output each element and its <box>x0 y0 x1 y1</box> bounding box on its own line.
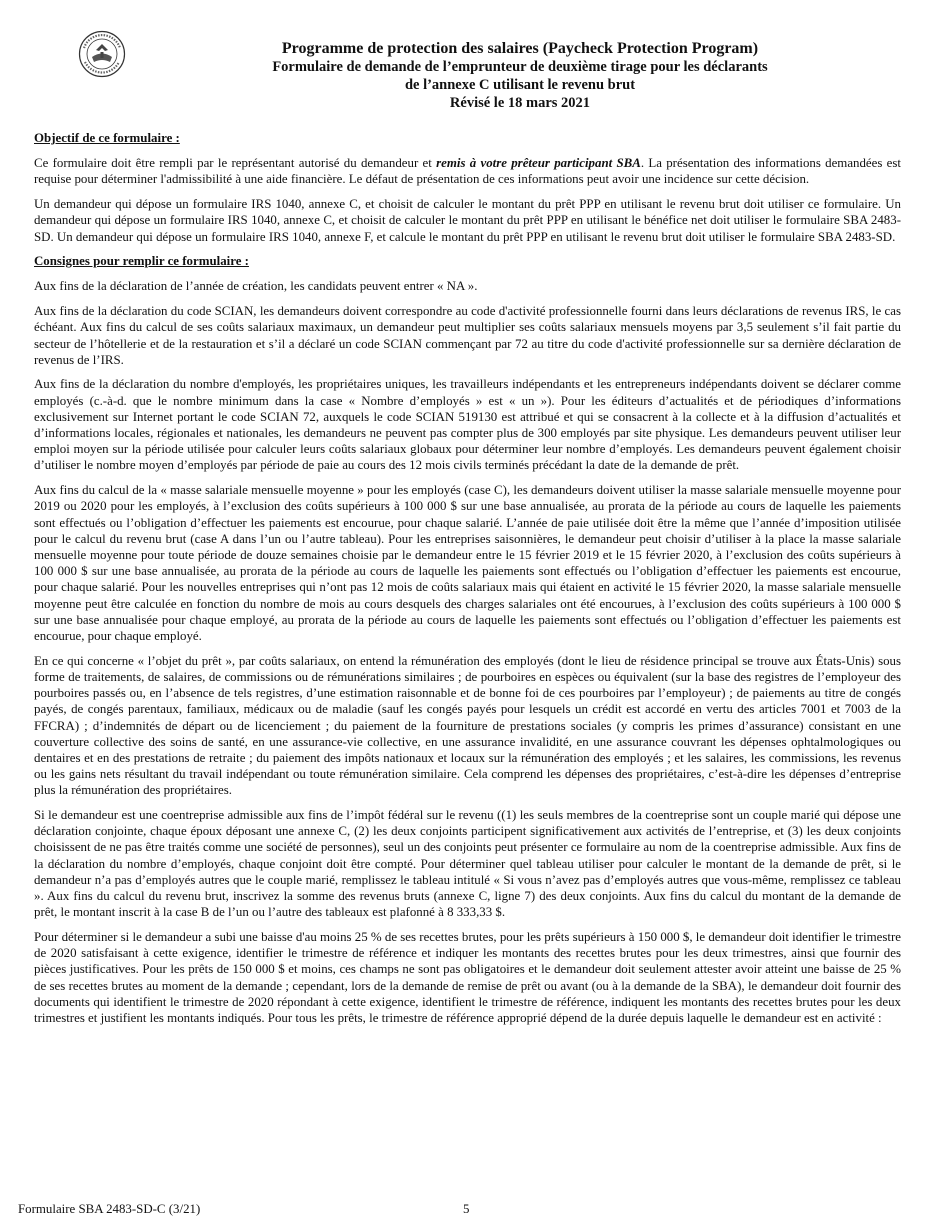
objective-paragraph-1 <box>34 155 901 187</box>
instruction-paragraph: Aux fins du calcul de la « masse salariale mensuelle moyenne » pour les employés (case C), les demandeurs doivent utiliser la masse salariale mensuelle moyenne pour 2019 ou 2020 pour les employés, à l’exclusion des coûts supérieurs à 100 000 $ sur une base annualisée, au prorata de la période au cours de laquelle les paiements sont effectués ou l’obligation d’effectuer les paiements est encourue, pour chaque salarié. L’année de paie utilisée doit être la même que l’année d’imposition utilisée pour le calcul du revenu brut (case A dans l’un ou l’autre tableau). Pour les entreprises saisonnières, le demandeur peut choisir d’utiliser à la place la masse salariale mensuelle moyenne pour toute période de douze semaines choisie par le demandeur entre le 15 février 2019 et le 15 février 2020, à l’exclusion des coûts supérieurs à 100 000 $ sur une base annualisée, au prorata de la période au cours de laquelle les paiements sont effectués ou l’obligation d’effectuer les paiements est encourue, pour chaque salarié. Pour les nouvelles entreprises qui n’ont pas 12 mois de coûts salariaux mais qui étaient en activité le 15 février 2020, la masse salariale mensuelle moyenne peut être calculée en fonction du nombre de mois au cours desquels des charges salariales ont été encourues, à l’exclusion des coûts supérieurs à 100 000 $ sur une base annualisée pour chaque employé, au prorata de la période au cours de laquelle les paiements sont effectués ou l’obligation d’effectuer les paiements est encourue, pour chaque employé. <box>34 483 901 643</box>
instruction-paragraph: Pour déterminer si le demandeur a subi une baisse d'au moins 25 % de ses recettes brutes, pour les prêts supérieurs à 150 000 $, le demandeur doit identifier le trimestre de 2020 satisfaisant à cette exigence, identifier le trimestre de référence et indiquer les montants des recettes brutes pour les deux trimestres, ainsi que fournir des pièces justificatives. Pour les prêts de 150 000 $ et moins, ces champs ne sont pas obligatoires et le demandeur doit seulement attester avoir atteint une baisse de 25 % de ses recettes brutes au moment de la demande ; cependant, lors de la demande de remise de prêt ou avant (ou à la demande de la SBA), le demandeur doit fournir des documents qui identifient le trimestre de 2020 répondant à cette exigence, identifient le trimestre de référence, indiquent les montants des recettes brutes pour les deux trimestres et justifient les montants indiqués. Pour tous les prêts, le trimestre de référence approprié dépend de la durée depuis laquelle le demandeur est en activité : <box>34 929 901 1025</box>
objective-text-start: Ce formulaire doit être rempli par le représentant autorisé du demandeur et <box>34 156 437 171</box>
header-form-title: Formulaire de demande de l’emprunteur de deuxième tirage pour les déclarants <box>272 59 768 75</box>
objective-text-end: . La présentation des informations demandées est requise pour déterminer l'admissibilité à une aide financière. Le défaut de présentation de ces informations peut avoir une incidence sur cette décision. <box>34 156 901 187</box>
header-program-title: Programme de protection des salaires (Paycheck Protection Program) <box>281 40 759 57</box>
instruction-paragraph: Si le demandeur est une coentreprise admissible aux fins de l’impôt fédéral sur le revenu ((1) les seuls membres de la coentreprise sont un couple marié qui dépose une déclaration conjointe, chaque époux déposant une annexe C, (2) les deux conjoints participent significativement aux activités de l’entreprise, et (3) les deux conjoints choisissent de ne pas être traités comme une société de personnes), seul un des conjoints peut présenter ce formulaire au nom de la coentreprise admissible. Aux fins de la déclaration du nombre d’employés, chaque conjoint doit être compté. Pour déterminer quel tableau utiliser pour calculer le montant de la demande de prêt, si le demandeur n’a pas d’employés autres que le couple marié, remplissez le tableau intitulé « Si vous n’avez pas d’employés autres que vous-même, remplissez ce tableau ». Aux fins du calcul du revenu brut, inscrivez la somme des revenus bruts (annexe C, ligne 7) des deux conjoints. Aux fins du calcul du montant de la demande de prêt, le montant inscrit à la case B de l’un ou l’autre des tableaux est plafonné à 8 333,33 $. <box>34 808 901 920</box>
footer-page-number: 5 <box>463 1202 470 1216</box>
instruction-paragraph: En ce qui concerne « l’objet du prêt », par coûts salariaux, on entend la rémunération des employés (dont le lieu de résidence principal se trouve aux États-Unis) sous forme de traitements, de salaires, de commissions ou de rémunérations similaires ; de pourboires en espèces ou équivalent (sur la base des registres de l’employeur des pourboires passés ou, en l’absence de tels registres, d’une estimation raisonnable et de bonne foi de ces pourboires par l’employeur) ; de paiements au titre de congés payés, de congés parentaux, familiaux, médicaux ou de maladie (sauf les congés payés pour lesquels un crédit est accordé en vertu des articles 7001 et 7003 de la FFCRA) ; d’indemnités de départ ou de licenciement ; du paiement de la fourniture de prestations sociales (y compris les primes d’assurance) consistant en une couverture collective des soins de santé, en une assurance-vie collective, en une assurance invalidité, en une assurance couvrant les dépenses ophtalmologiques ou dentaires et en des prestations de retraite ; du paiement des impôts nationaux et locaux sur la rémunération des employés ; et les salaires, les commissions, les revenus ou les gains nets résultant du travail indépendant ou toute rémunération similaire. Cela comprend les dépenses des propriétaires, c’est-à-dire les dépenses d’entreprise plus la rémunération des propriétaires. <box>34 653 901 798</box>
header-revision-date: Révisé le 18 mars 2021 <box>449 95 591 111</box>
document-body <box>34 130 901 1035</box>
instruction-paragraph: Aux fins de la déclaration du nombre d'employés, les propriétaires uniques, les travailleurs indépendants et les entrepreneurs indépendants doivent se déclarer comme employés (c.-à-d. que le nombre minimum dans la case « Nombre d’employés » est « un »). Pour les éditeurs d’actualités et de périodiques d’informations exclusivement sur Internet portant le code SCIAN 72, auxquels le code SCIAN 519130 est attribué et qui se consacrent à la collecte et à la diffusion d’actualités et d’informations locales, régionales et nationales, les demandeurs ne peuvent pas compter plus de 300 employés par site physique. Les demandeurs peuvent utiliser leur emploi moyen sur la période utilisée pour calculer leurs coûts salariaux globaux pour déterminer leur nombre d’employés. Les demandeurs peuvent également choisir d’utiliser le nombre moyen d’employés par période de paie au cours des 12 mois civils terminés précédant la date de la demande de prêt. <box>34 377 901 473</box>
header-form-subtitle: de l’annexe C utilisant le revenu brut <box>404 77 636 93</box>
objective-emphasis: remis à votre prêteur participant SBA <box>436 156 641 171</box>
section-heading-objective: Objectif de ce formulaire : <box>34 131 180 145</box>
objective-paragraph-2: Un demandeur qui dépose un formulaire IRS 1040, annexe C, et choisit de calculer le montant du prêt PPP en utilisant le revenu brut doit utiliser ce formulaire. Un demandeur qui dépose un formulaire IRS 1040, annexe C, et choisit de calculer le montant du prêt PPP en utilisant le bénéfice net doit utiliser le formulaire SBA 2483-SD. Un demandeur qui dépose un formulaire IRS 1040, annexe F, et calcule le montant du prêt PPP en utilisant le revenu brut doit utiliser le formulaire SBA 2483-SD. <box>34 197 901 244</box>
sba-seal-logo <box>78 30 126 78</box>
section-heading-instructions: Consignes pour remplir ce formulaire : <box>34 254 249 269</box>
document-header <box>150 40 890 112</box>
instruction-paragraph: Aux fins de la déclaration du code SCIAN, les demandeurs doivent correspondre au code d'activité professionnelle fourni dans leurs déclarations de revenus IRS, le cas échéant. Aux fins du calcul de ses coûts salariaux maximaux, un demandeur peut multiplier ses coûts salariaux mensuels moyens par 3,5 seulement s’il fait partie du secteur de l’hôtellerie et de la restauration et s’il a déclaré un code SCIAN commençant par 72 au titre du code d'activité professionnelle sur sa dernière déclaration de revenus de l’IRS. <box>34 304 901 367</box>
instruction-paragraph: Aux fins de la déclaration de l’année de création, les candidats peuvent entrer « NA ». <box>34 279 478 294</box>
footer-form-id: Formulaire SBA 2483-SD-C (3/21) <box>18 1202 201 1216</box>
